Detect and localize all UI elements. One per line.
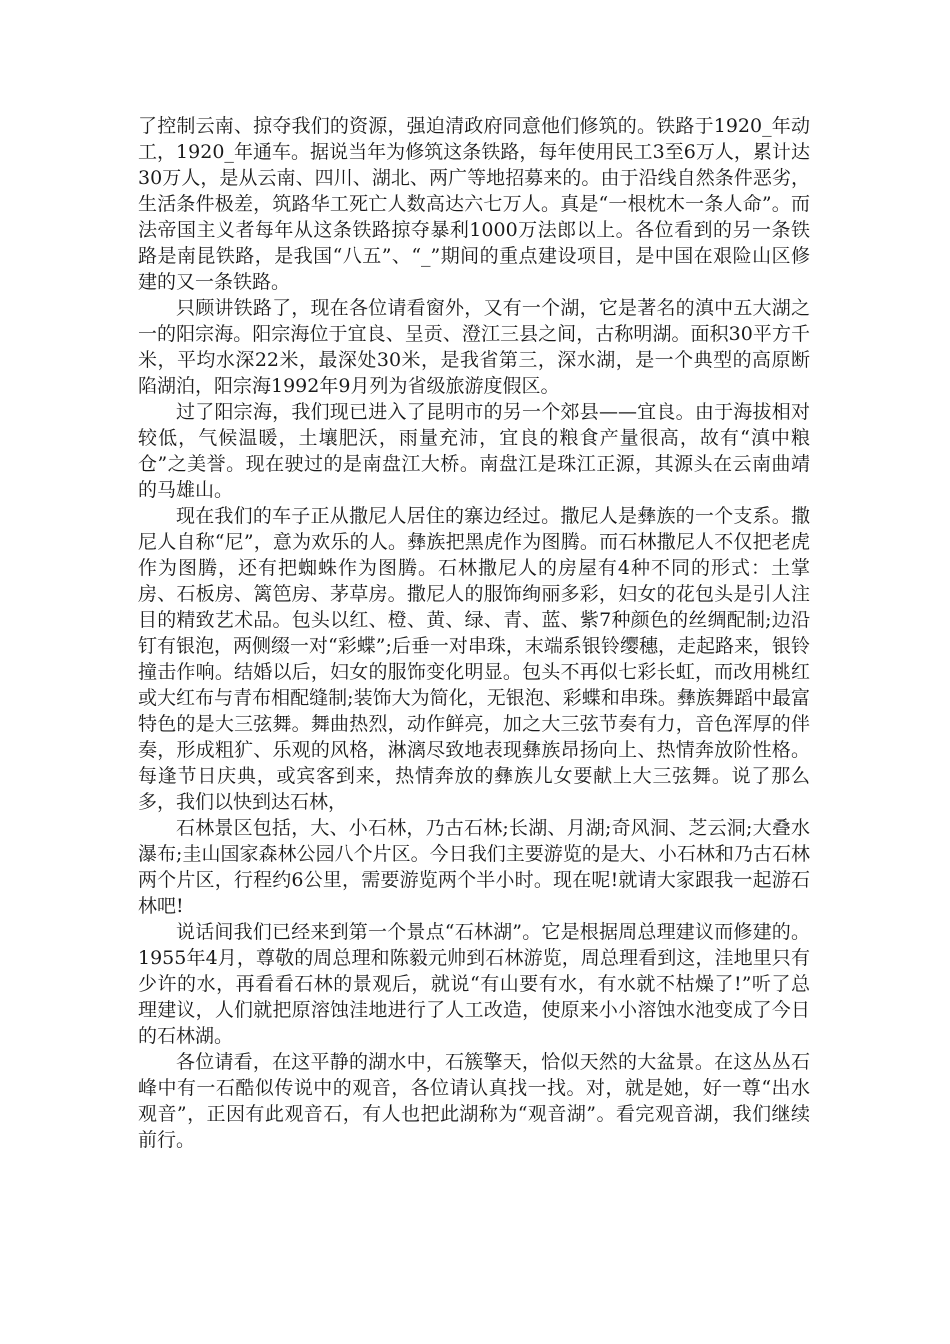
paragraph-stone-forest-areas: 石林景区包括，大、小石林，乃古石林;长湖、月湖;奇风洞、芝云洞;大叠水瀑布;圭山国家森林公园八个片区。今日我们主要游览的是大、小石林和乃古石林两个片区，行程约6公里，需要游览两个半小时。现在呢!就请大家跟我一起游石林吧!: [138, 817, 810, 917]
paragraph-stone-forest-lake: 说话间我们已经来到第一个景点“石林湖”。它是根据周总理建议而修建的。1955年4月，尊敬的周总理和陈毅元帅到石林游览，周总理看到这，洼地里只有少许的水，再看看石林的景观后，就说“有山要有水，有水就不枯燥了!”听了总理建议，人们就把原溶蚀洼地进行了人工改造，使原来小小溶蚀水池变成了今日的石林湖。: [138, 921, 810, 1047]
document-body: [138, 113, 810, 1153]
paragraph-sani-people: 现在我们的车子正从撒尼人居住的寨边经过。撒尼人是彝族的一个支系。撒尼人自称“尼”，意为欢乐的人。彝族把黑虎作为图腾。而石林撒尼人不仅把老虎作为图腾，还有把蜘蛛作为图腾。石林撒尼人的房屋有4种不同的形式：土掌房、石板房、篱笆房、茅草房。撒尼人的服饰绚丽多彩，妇女的花包头是引人注目的精致艺术品。包头以红、橙、黄、绿、青、蓝、紫7种颜色的丝绸配制;边沿钉有银泡，两侧缀一对“彩蝶”;后垂一对串珠，末端系银铃缨穗，走起路来，银铃撞击作响。结婚以后，妇女的服饰变化明显。包头不再似七彩长虹，而改用桃红或大红布与青布相配缝制;装饰大为简化，无银泡、彩蝶和串珠。彝族舞蹈中最富特色的是大三弦舞。舞曲热烈，动作鲜亮，加之大三弦节奏有力，音色浑厚的伴奏，形成粗犷、乐观的风格，淋漓尽致地表现彝族昂扬向上、热情奔放阶性格。每逢节日庆典，或宾客到来，热情奔放的彝族儿女要献上大三弦舞。说了那么多，我们以快到达石林，: [138, 505, 810, 813]
paragraph-yiliang: 过了阳宗海，我们现已进入了昆明市的另一个郊县——宜良。由于海拔相对较低，气候温暖，土壤肥沃，雨量充沛，宜良的粮食产量很高，故有“滇中粮仓”之美誉。现在驶过的是南盘江大桥。南盘江是珠江正源，其源头在云南曲靖的马雄山。: [138, 401, 810, 501]
paragraph-guanyin-lake: 各位请看，在这平静的湖水中，石簇擎天，恰似天然的大盆景。在这丛丛石峰中有一石酷似传说中的观音，各位请认真找一找。对，就是她，好一尊“出水观音”，正因有此观音石，有人也把此湖称为“观音湖”。看完观音湖，我们继续前行。: [138, 1051, 810, 1151]
paragraph-railway-history: 了控制云南、掠夺我们的资源，强迫清政府同意他们修筑的。铁路于1920_年动工，1920_年通车。据说当年为修筑这条铁路，每年使用民工3至6万人，累计达30万人，是从云南、四川、湖北、两广等地招募来的。由于沿线自然条件恶劣，生活条件极差，筑路华工死亡人数高达六七万人。真是“一根枕木一条人命”。而法帝国主义者每年从这条铁路掠夺暴利1000万法郎以上。各位看到的另一条铁路是南昆铁路，是我国“八五”、“_”期间的重点建设项目，是中国在艰险山区修建的又一条铁路。: [138, 115, 810, 293]
paragraph-yangzonghai: 只顾讲铁路了，现在各位请看窗外，又有一个湖，它是著名的滇中五大湖之一的阳宗海。阳宗海位于宜良、呈贡、澄江三县之间，古称明湖。面积30平方千米，平均水深22米，最深处30米，是我省第三，深水湖，是一个典型的高原断陷湖泊，阳宗海1992年9月列为省级旅游度假区。: [138, 297, 810, 397]
